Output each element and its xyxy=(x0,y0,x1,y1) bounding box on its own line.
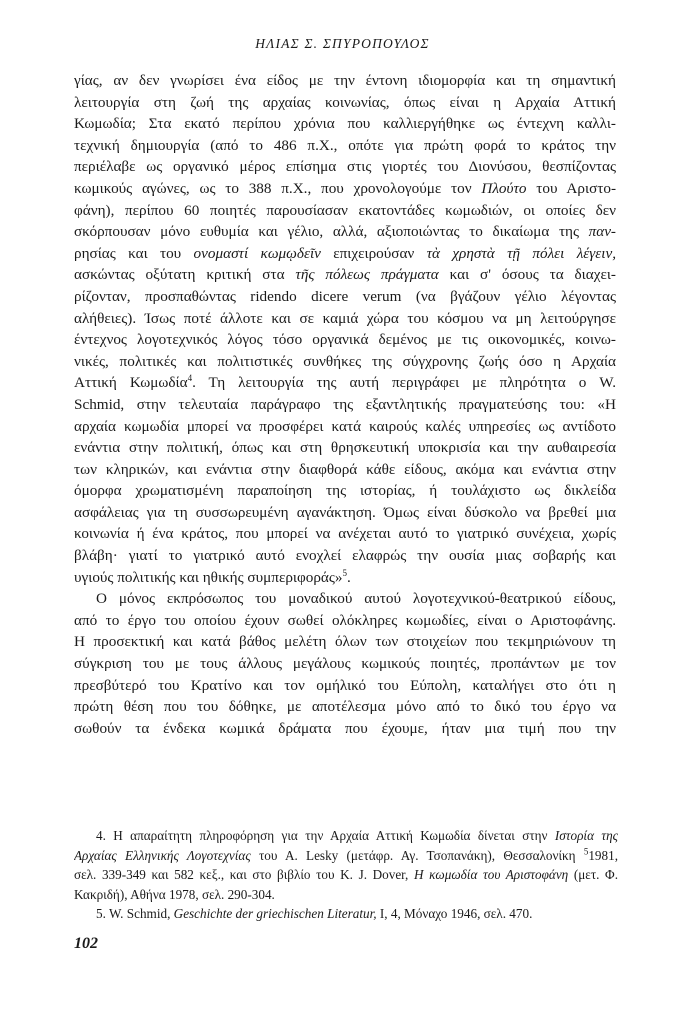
text-line: έντεχνος λογοτεχνικός λόγος τόσο οργανικά δεμένος με τις οικονομικές, κοινω- xyxy=(74,331,616,349)
footnotes xyxy=(74,826,618,924)
text-line: υγιούς πολιτικής και ηθικής συμπεριφοράς»$^5$. xyxy=(74,567,351,586)
text-line: όμορφα χρωματισμένη παραποίηση της ιστορίας, ή τουλάχιστο ως δικλείδα xyxy=(74,482,616,500)
text-line: τεχνική δημιουργία (από το 486 π.Χ., οπότε για πρώτη φορά το κράτος την xyxy=(74,136,616,154)
text-line: από το έργο του οποίου έχουν σωθεί ολόκληρες κωμωδίες, είναι ο Αριστοφάνης. xyxy=(74,611,616,629)
italic-title: Πλούτο xyxy=(481,179,527,197)
text-line: περιέλαβε ως οργανικό μέρος επίσημα στις γιορτές του Διονύσου, θεσπίζοντας xyxy=(74,158,616,176)
footnote-4-line: Αρχαίας Ελληνικής Λογοτεχνίας του Α. Lesky (μετάφρ. Αγ. Τσοπανάκη), Θεσσαλονίκη $^5$1981, xyxy=(74,846,618,863)
page-number: 102 xyxy=(74,935,98,952)
text-line: βλάβη· γιατί το γιατρικό αυτό ενοχλεί ελαφρώς την ουσία μιας σοβαρής και xyxy=(74,547,616,565)
text-line: ασκώντας οξύτατη κριτική στα τῆς πόλεως πράγματα και σ' όσους τα διαχει- xyxy=(74,266,616,284)
text-line: σύγκριση του με τους άλλους μεγάλους κωμικούς ποιητές, προπάντων με τον xyxy=(74,655,616,673)
footnote-4-line: 4. Η απαραίτητη πληροφόρηση για την Αρχαία Αττική Κωμωδία δίνεται στην Ιστορία της xyxy=(96,828,618,843)
running-head: ΗΛΙΑΣ Σ. ΣΠΥΡΟΠΟΥΛΟΣ xyxy=(255,36,430,51)
text-line: ασφάλειας για τη συσσωρευμένη αγανάκτηση. Όμως είναι δύσκολο να βρεθεί μια xyxy=(74,503,616,521)
text-line: νικές, πολιτικές και πολιτιστικές συνθήκες της σύγχρονης ζωής όσο η Αρχαία xyxy=(74,352,616,370)
text-line: κοινωνία ή ένα κράτος, που μπορεί να ανέχεται αυτό το γιατρικό συνέχεια, χωρίς xyxy=(74,525,616,543)
text-line: ενάντια στην πολιτική, όπως και στη θρησκευτική υποκρισία και την αυθαιρεσία xyxy=(74,439,616,457)
text-line: σκόρπουσαν μόνο ευθυμία και γέλιο, αλλά, αξιοποιώντας το δικαίωμα της παν- xyxy=(74,223,616,241)
text-line: των κληρικών, και ενάντια στην διαφθορά κάθε είδους, ακόμα και ενάντια στην xyxy=(74,460,616,478)
footnote-4-line: σελ. 339-349 και 582 κεξ., και στο βιβλίο του Κ. J. Dover, Η κωμωδία του Αριστοφάνη (μετ. Φ. xyxy=(74,867,618,883)
footnote-4-line: Κακριδή), Αθήνα 1978, σελ. 290-304. xyxy=(74,886,275,902)
footnote-marker: 5 xyxy=(342,567,347,578)
text-line: φάνη), περίπου 60 ποιητές παρουσίασαν εκατοντάδες κωμωδιών, οι οποίες δεν xyxy=(74,201,616,219)
text-line: ρίζονταν, προσπαθώντας ridendo dicere verum (να βγάζουν γέλιο λέγοντας xyxy=(74,287,616,305)
text-line: Η προσεκτική και κατά βάθος μελέτη όλων των στοιχείων που τεκμηριώνουν τη xyxy=(74,633,616,651)
text-line: Schmid, στην τελευταία παράγραφο της εξαντλητικής πραγματεύσης του: «Η xyxy=(74,395,616,413)
text-line: Αττική Κωμωδία$^4$. Τη λειτουργία της αυτή περιγράφει με πληρότητα ο W. xyxy=(74,373,616,392)
text-line: Κωμωδία; Στα εκατό περίπου χρόνια που καλλιεργήθηκε ως έντεχνη καλλι- xyxy=(74,115,616,133)
text-line: κωμικούς αγώνες, ως το 388 π.Χ., που χρονολογούμε τον Πλούτο του Αριστο- xyxy=(74,179,616,197)
text-line: Ο μόνος εκπρόσωπος του μοναδικού αυτού λογοτεχνικού-θεατρικού είδους, xyxy=(96,590,616,608)
text-line: πρεσβύτερό του Κρατίνο και τον ομήλικό του Εύπολη, καταλήγει στο ότι η xyxy=(74,676,616,694)
text-line: σωθούν τα ένδεκα κωμικά δράματα που έχουμε, ήταν μια τιμή που την xyxy=(74,719,616,737)
text-line: λειτουργία στη ζωή της αρχαίας κοινωνίας, όπως είναι η Αρχαία Αττική xyxy=(74,93,616,111)
text-line: αρχαία κωμωδία μπορεί να προσφέρει κατά καιρούς καλές υπηρεσίες ως αντίδοτο xyxy=(74,417,616,435)
text-line: αλήθειες). Ίσως ποτέ άλλοτε και σε καμιά χώρα του κόσμου να μη λειτούργησε xyxy=(74,309,616,327)
text-line: ρησίας και του ονομαστί κωμῳδεῖν επιχειρούσαν τὰ χρηστὰ τῇ πόλει λέγειν, xyxy=(74,244,616,262)
text-line: γίας, αν δεν γνωρίσει ένα είδος με την έντονη ιδιομορφία και τη σημαντική xyxy=(74,72,616,89)
body-text xyxy=(74,70,616,739)
text-line: πρώτη θέση που του δόθηκε, με αποτέλεσμα μόνο από το δικό του έργο να xyxy=(74,698,616,716)
footnote-5-line: 5. W. Schmid, Geschichte der griechischen Literatur, I, 4, Μόναχο 1946, σελ. 470. xyxy=(96,906,533,922)
footnote-marker: 4 xyxy=(187,373,193,384)
